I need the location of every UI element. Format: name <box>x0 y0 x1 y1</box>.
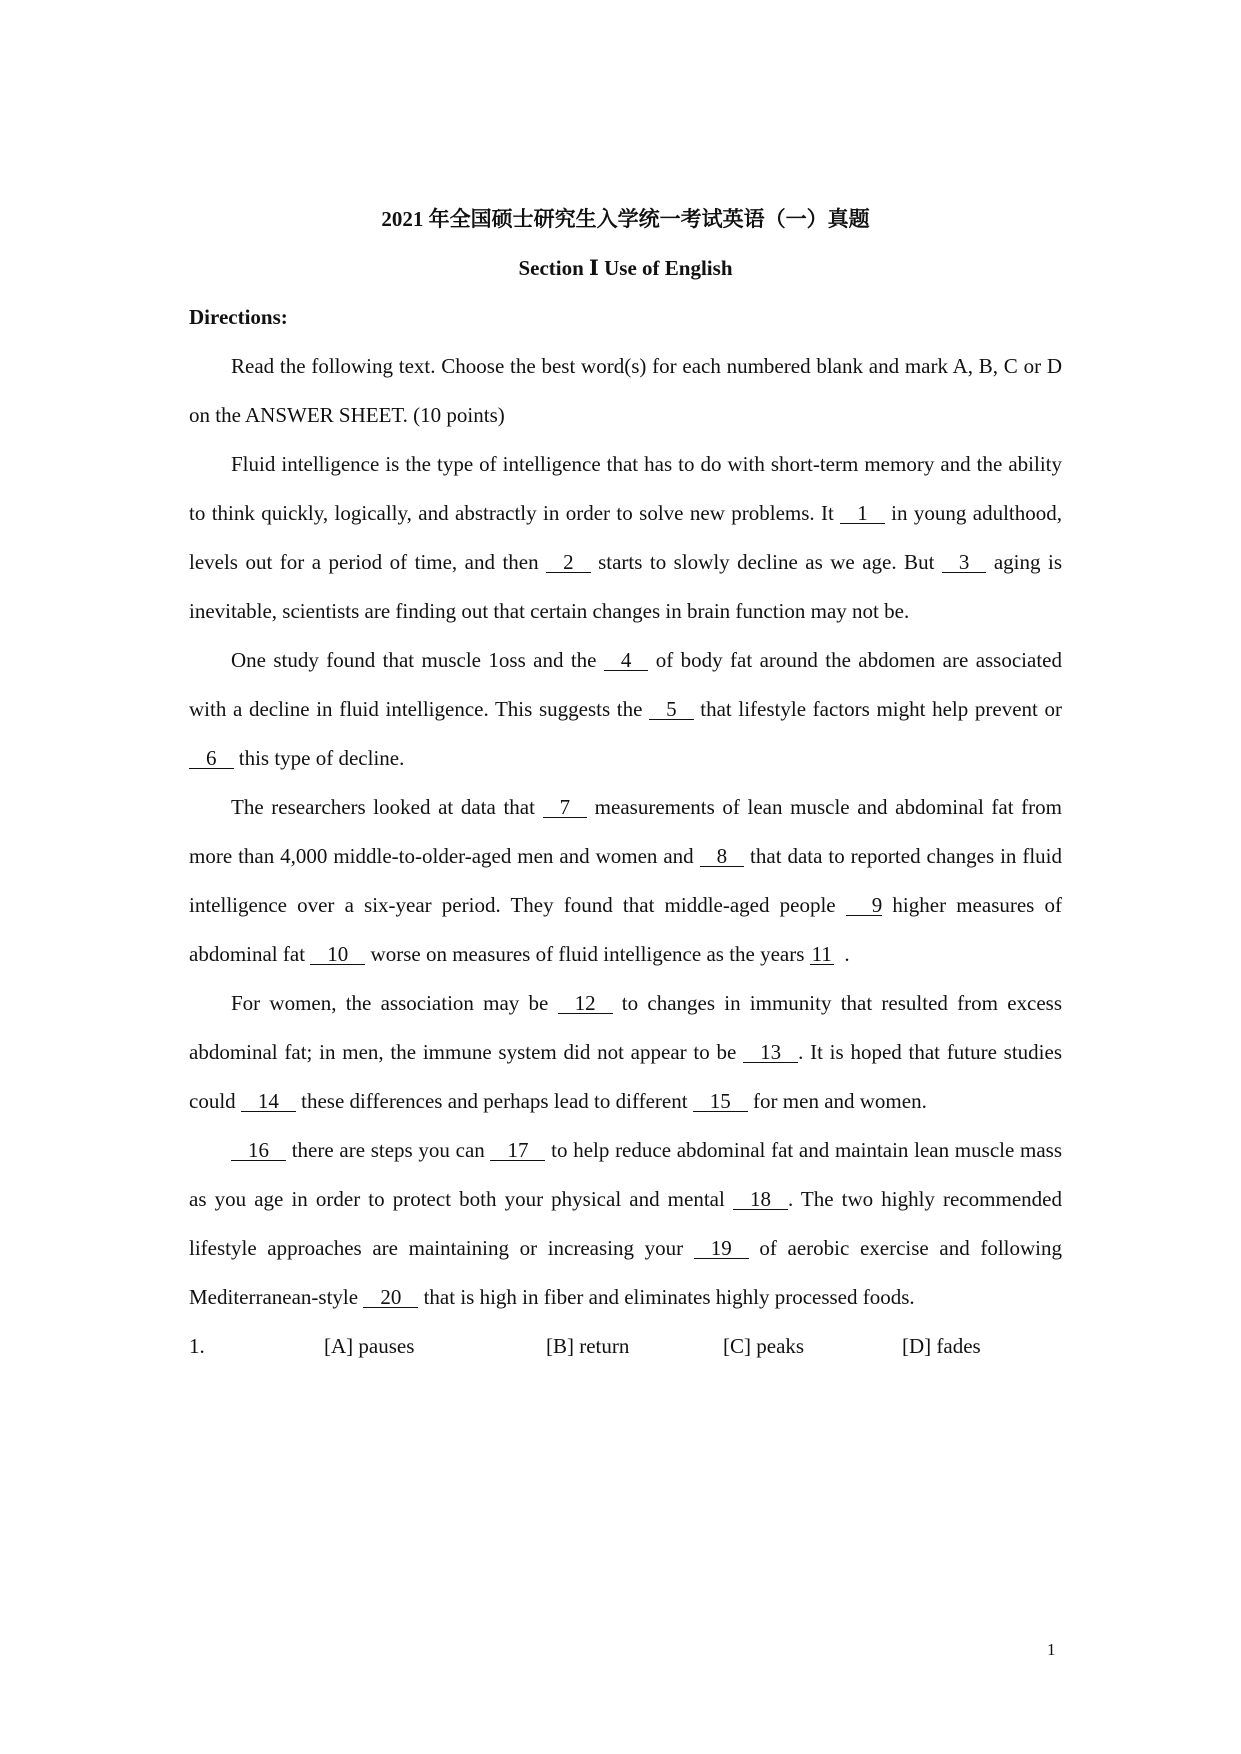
passage-text: to help reduce abdominal fat and maintain lean muscle mass as you age in order to protect both your physical and mental <box>189 1138 1062 1211</box>
passage-text: . It is hoped that future studies could <box>189 1040 1063 1113</box>
blank-8: 8 <box>700 846 745 867</box>
page-title: 2021 年全国硕士研究生入学统一考试英语（一）真题 <box>381 207 870 231</box>
passage-text: of aerobic exercise and following Mediterranean-style <box>189 1236 1062 1309</box>
passage-text: higher measures of abdominal fat <box>189 893 1062 966</box>
passage-text: this type of decline. <box>233 746 405 770</box>
passage-text: that lifestyle factors might help prevent or <box>693 697 1063 721</box>
passage-text: of body fat around the abdomen are associated with a decline in fluid intelligence. This suggests the <box>189 648 1062 721</box>
passage-text: there are steps you can <box>286 1138 491 1162</box>
option-a: [A] pauses <box>324 1334 415 1358</box>
passage-text: these differences and perhaps lead to different <box>295 1089 693 1113</box>
passage-text: for men and women. <box>747 1089 927 1113</box>
blank-14: 14 <box>241 1091 296 1112</box>
passage-text: that data to reported changes in fluid intelligence over a six-year period. They found that middle-aged people <box>189 844 1062 917</box>
passage-paragraph-5 <box>189 1126 1062 1322</box>
passage-text: The researchers looked at data that <box>231 795 543 819</box>
passage-paragraph-3 <box>189 783 1062 979</box>
blank-16: 16 <box>231 1140 286 1161</box>
passage-text: that is high in fiber and eliminates highly processed foods. <box>418 1285 915 1309</box>
blank-7: 7 <box>543 797 588 818</box>
passage-text: starts to slowly decline as we age. But <box>590 550 942 574</box>
option-b: [B] return <box>546 1334 630 1358</box>
passage-text: Fluid intelligence is the type of intelligence that has to do with short-term memory and the ability to think quickly, logically, and abstractly in order to solve new problems. It <box>189 452 1062 525</box>
blank-13: 13 <box>743 1042 798 1063</box>
directions-text: Read the following text. Choose the best word(s) for each numbered blank and mark A, B, C or D on the ANSWER SHEET. (10 points) <box>189 354 1062 427</box>
exam-page-content <box>189 195 1062 1371</box>
passage-paragraph-4 <box>189 979 1062 1126</box>
blank-18: 18 <box>733 1189 788 1210</box>
passage-text: For women, the association may be <box>231 991 558 1015</box>
passage-text: measurements of lean muscle and abdominal fat from more than 4,000 middle-to-older-aged men and women and <box>189 795 1063 868</box>
blank-11: 11 <box>811 942 832 966</box>
question-number: 1. <box>189 1334 205 1358</box>
passage-text: aging is inevitable, scientists are finding out that certain changes in brain function may not be. <box>189 550 1062 623</box>
blank-3: 3 <box>942 552 987 573</box>
blank-19: 19 <box>694 1238 749 1259</box>
blank-9: 9 <box>846 895 883 916</box>
blank-6: 6 <box>189 748 234 769</box>
passage-text: worse on measures of fluid intelligence as the years <box>365 942 810 966</box>
blank-15: 15 <box>693 1091 748 1112</box>
blank-10: 10 <box>310 944 365 965</box>
passage-text: to changes in immunity that resulted from excess abdominal fat; in men, the immune system did not appear to be <box>189 991 1062 1064</box>
passage-text: in young adulthood, levels out for a period of time, and then <box>189 501 1062 574</box>
blank-2: 2 <box>546 552 591 573</box>
option-d: [D] fades <box>902 1334 981 1358</box>
passage-text: . The two highly recommended lifestyle approaches are maintaining or increasing your <box>189 1187 1062 1260</box>
blank-12: 12 <box>558 993 613 1014</box>
question-row-1 <box>189 1322 1062 1371</box>
blank-20: 20 <box>363 1287 418 1308</box>
option-c: [C] peaks <box>723 1334 805 1358</box>
blank-1: 1 <box>840 503 885 524</box>
directions-label: Directions: <box>189 305 288 329</box>
passage-text: . <box>833 942 850 966</box>
blank-5: 5 <box>649 699 694 720</box>
passage-paragraph-2 <box>189 636 1062 783</box>
section-heading: Section Ⅰ Use of English <box>518 256 733 280</box>
blank-17: 17 <box>490 1140 545 1161</box>
passage-paragraph-1 <box>189 440 1062 636</box>
blank-4: 4 <box>604 650 649 671</box>
page-number: 1 <box>1047 1640 1056 1659</box>
passage-text: One study found that muscle 1oss and the <box>231 648 604 672</box>
